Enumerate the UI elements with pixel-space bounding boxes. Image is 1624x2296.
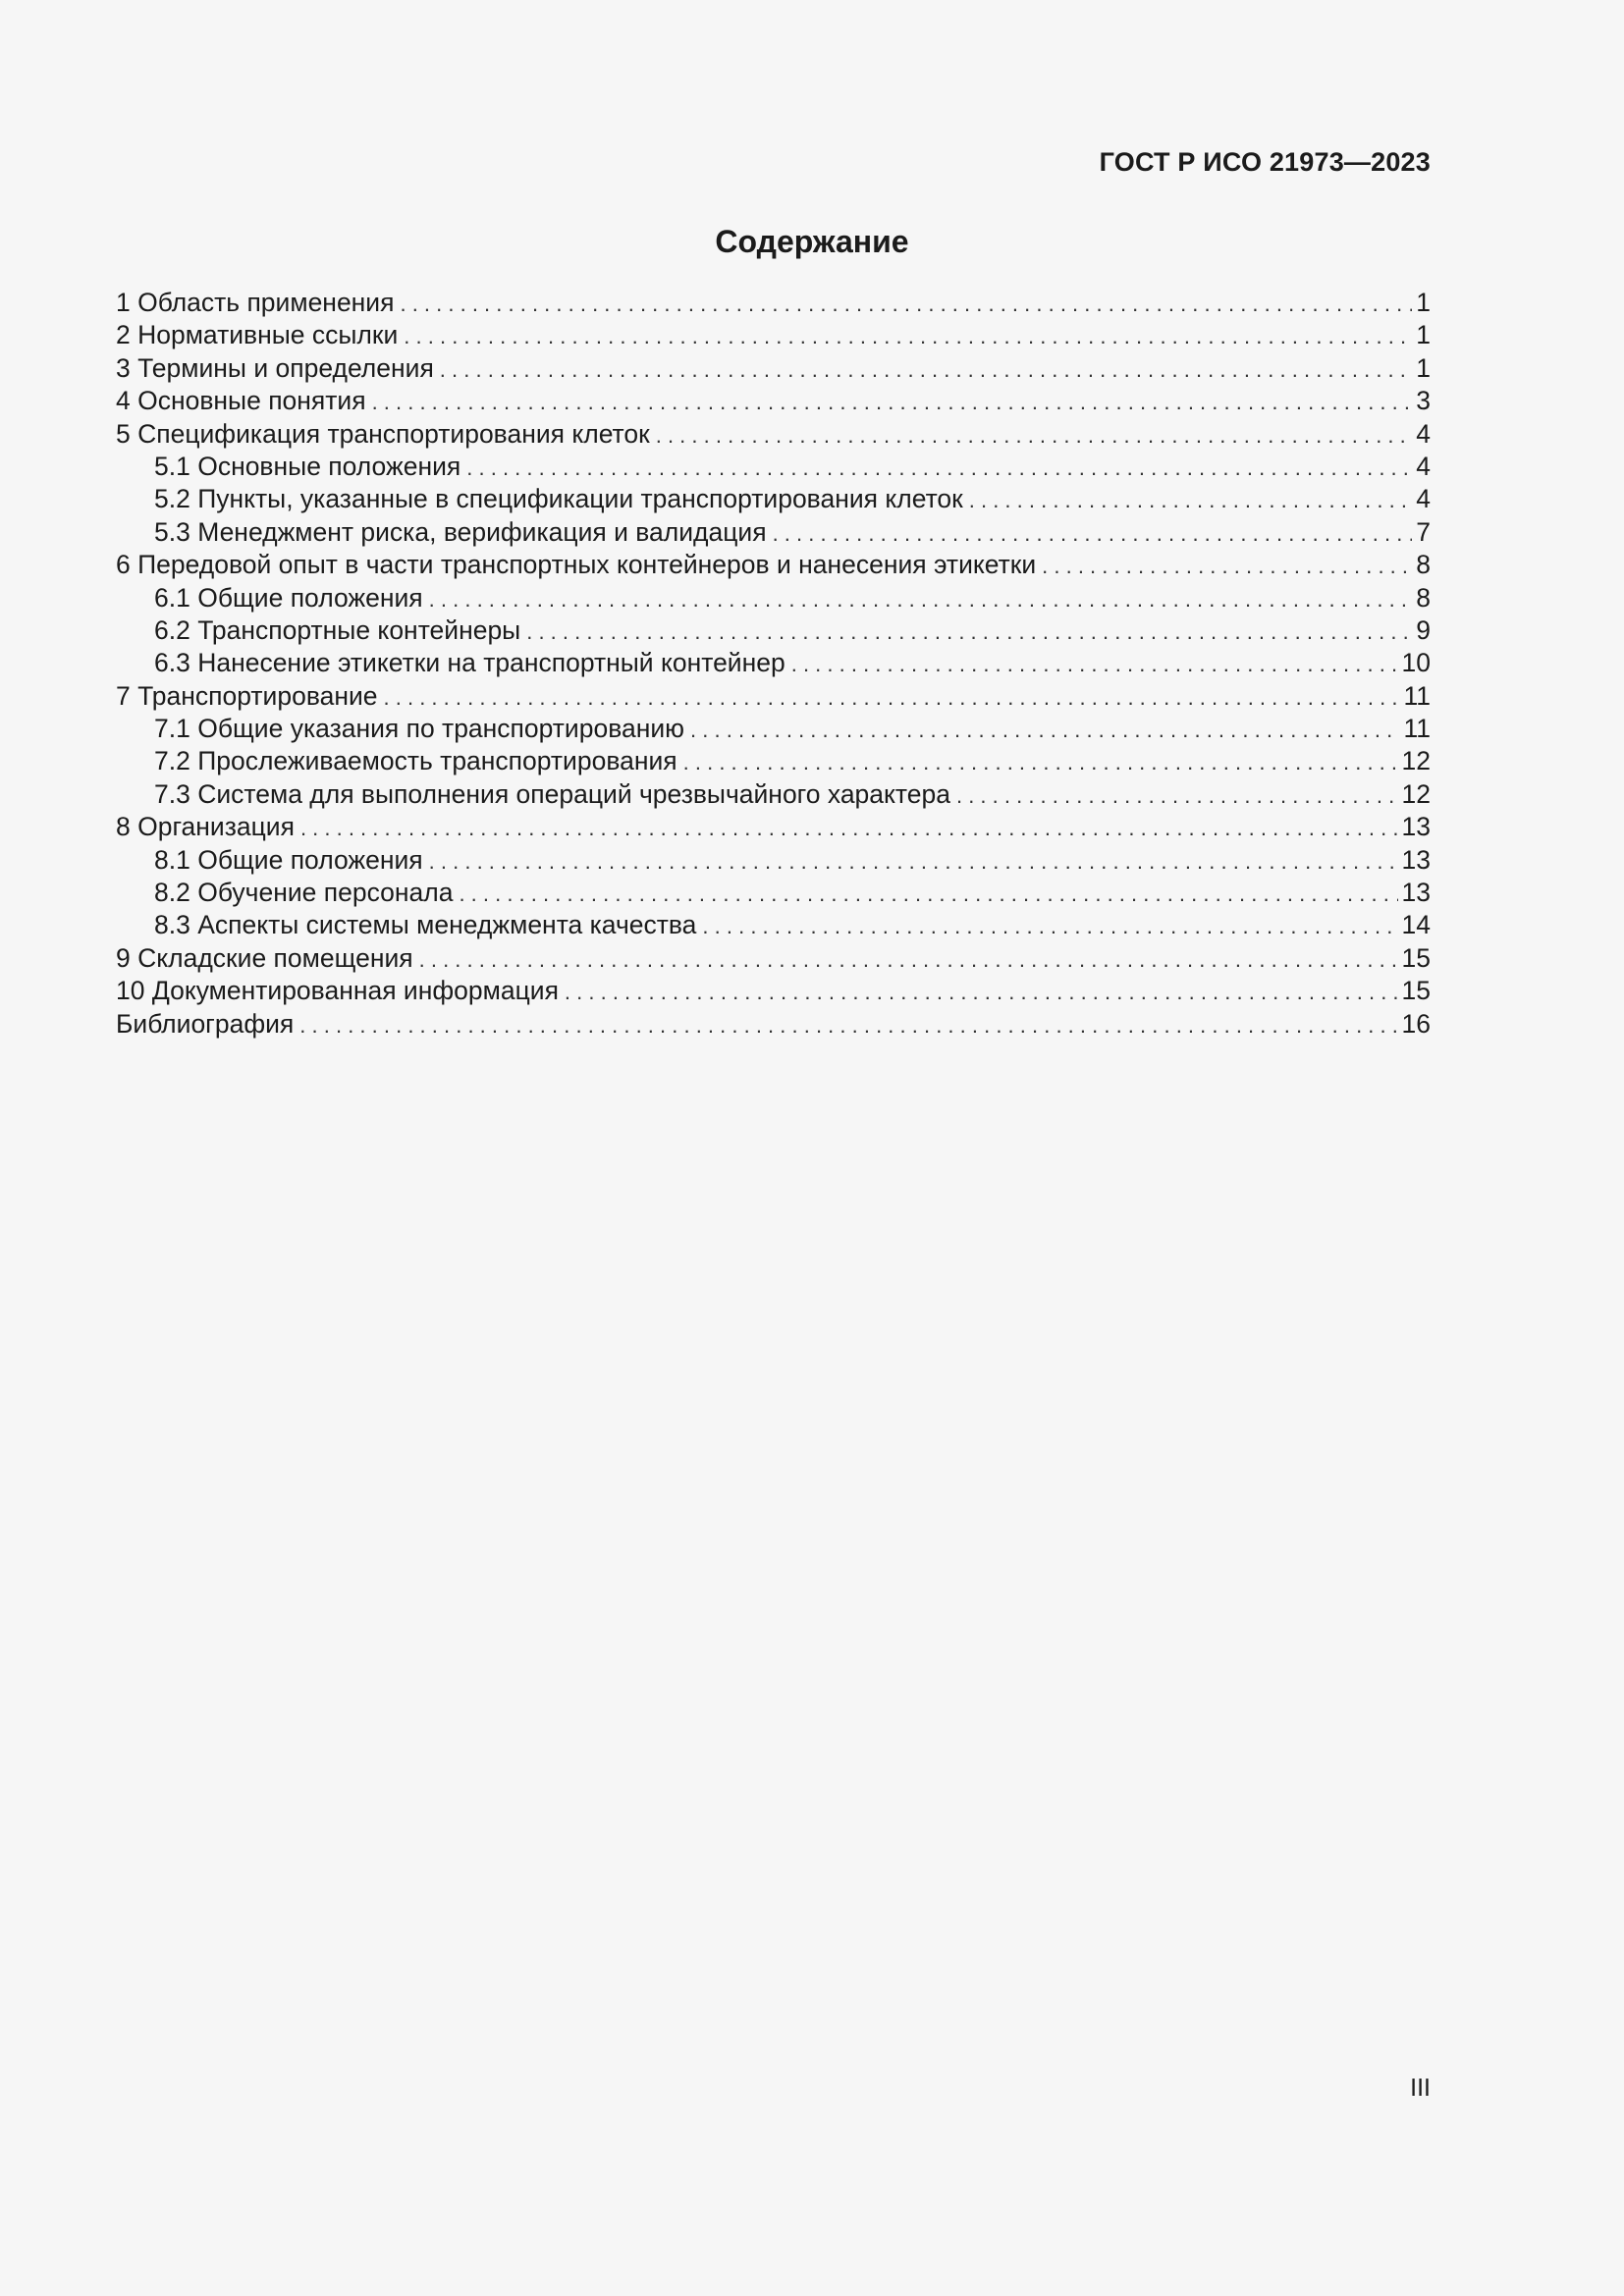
toc-dot-leader bbox=[773, 517, 1413, 549]
toc-entry-label: 8.3 Аспекты системы менеджмента качества bbox=[154, 910, 697, 940]
toc-entry-page: 3 bbox=[1416, 386, 1431, 416]
toc-dot-leader bbox=[384, 681, 1400, 713]
toc-entry-page: 15 bbox=[1401, 976, 1431, 1006]
toc-entry-label: 3 Термины и определения bbox=[116, 352, 434, 383]
toc-entry[interactable] bbox=[116, 877, 1431, 909]
toc-entry-page: 7 bbox=[1416, 516, 1431, 547]
toc-entry[interactable] bbox=[116, 745, 1431, 777]
toc-entry[interactable] bbox=[116, 352, 1431, 385]
toc-entry-label: 7.3 Система для выполнения операций чрезвычайного характера bbox=[154, 778, 950, 809]
toc-dot-leader bbox=[969, 484, 1413, 515]
toc-entry-label: 6 Передовой опыт в части транспортных контейнеров и нанесения этикетки bbox=[116, 550, 1037, 580]
toc-title: Содержание bbox=[715, 224, 909, 259]
toc-dot-leader bbox=[419, 943, 1398, 975]
toc-entry-label: 8.2 Обучение персонала bbox=[154, 878, 454, 908]
toc-entry[interactable] bbox=[116, 713, 1431, 745]
toc-entry[interactable] bbox=[116, 451, 1431, 483]
toc-dot-leader bbox=[299, 1009, 1397, 1041]
toc-dot-leader bbox=[526, 615, 1412, 647]
toc-dot-leader bbox=[466, 452, 1412, 483]
toc-entry-label: 1 Область применения bbox=[116, 288, 395, 317]
toc-entry-label: 2 Нормативные ссылки bbox=[116, 320, 399, 350]
toc-entry[interactable] bbox=[116, 778, 1431, 811]
toc-entry[interactable] bbox=[116, 844, 1431, 877]
toc-entry[interactable] bbox=[116, 680, 1431, 713]
toc-entry[interactable] bbox=[116, 975, 1431, 1007]
toc-entry[interactable] bbox=[116, 942, 1431, 975]
toc-dot-leader bbox=[956, 779, 1398, 811]
toc-entry-label: 5 Спецификация транспортирования клеток bbox=[116, 418, 650, 449]
toc-entry[interactable] bbox=[116, 319, 1431, 351]
toc-entry-page: 14 bbox=[1401, 910, 1431, 940]
toc-entry[interactable] bbox=[116, 516, 1431, 549]
toc-entry-label: 5.3 Менеджмент риска, верификация и валидация bbox=[154, 516, 767, 547]
toc-dot-leader bbox=[656, 419, 1413, 451]
toc-entry[interactable] bbox=[116, 647, 1431, 679]
toc-dot-leader bbox=[429, 845, 1398, 877]
toc-entry[interactable] bbox=[116, 418, 1431, 451]
toc-entry[interactable] bbox=[116, 549, 1431, 581]
toc-dot-leader bbox=[300, 812, 1398, 843]
toc-entry-label: 5.2 Пункты, указанные в спецификации транспортирования клеток bbox=[154, 484, 963, 514]
toc-dot-leader bbox=[690, 714, 1399, 745]
toc-entry-page: 13 bbox=[1401, 878, 1431, 908]
toc-entry-page: 9 bbox=[1416, 614, 1431, 645]
toc-entry[interactable] bbox=[116, 483, 1431, 515]
toc-dot-leader bbox=[372, 386, 1413, 417]
toc-entry-page: 12 bbox=[1401, 746, 1431, 776]
toc-entry-label: 9 Складские помещения bbox=[116, 942, 413, 973]
toc-entry-label: 7.2 Прослеживаемость транспортирования bbox=[154, 746, 677, 776]
toc-entry[interactable] bbox=[116, 385, 1431, 417]
toc-dot-leader bbox=[683, 746, 1398, 777]
toc-entry-page: 1 bbox=[1416, 288, 1431, 317]
toc-entry-page: 4 bbox=[1416, 484, 1431, 514]
toc-dot-leader bbox=[565, 976, 1398, 1007]
toc-entry-label: 4 Основные понятия bbox=[116, 386, 366, 416]
toc-entry-page: 16 bbox=[1401, 1008, 1431, 1039]
toc-entry-label: 8 Организация bbox=[116, 812, 295, 842]
toc-entry-page: 4 bbox=[1416, 418, 1431, 449]
toc-entry[interactable] bbox=[116, 287, 1431, 319]
toc-entry[interactable] bbox=[116, 909, 1431, 941]
toc-entry-label: 10 Документированная информация bbox=[116, 976, 559, 1006]
toc-entry[interactable] bbox=[116, 582, 1431, 614]
toc-dot-leader bbox=[702, 910, 1397, 941]
toc-dot-leader bbox=[791, 648, 1398, 679]
toc-entry-page: 10 bbox=[1401, 648, 1431, 678]
toc-entry-label: 8.1 Общие положения bbox=[154, 844, 423, 875]
toc-dot-leader bbox=[440, 353, 1412, 385]
toc-entry-label: Библиография bbox=[116, 1008, 295, 1039]
toc-entry-label: 7 Транспортирование bbox=[116, 680, 378, 711]
toc-dot-leader bbox=[1042, 550, 1412, 581]
toc-entry-page: 12 bbox=[1401, 778, 1431, 809]
toc-dot-leader bbox=[400, 288, 1412, 319]
toc-entry-label: 6.1 Общие положения bbox=[154, 582, 423, 613]
toc-entry-page: 13 bbox=[1401, 812, 1431, 842]
toc-entry-page: 8 bbox=[1416, 582, 1431, 613]
toc-entry-page: 8 bbox=[1416, 550, 1431, 580]
toc-entry-page: 1 bbox=[1416, 320, 1431, 350]
document-header: ГОСТ Р ИСО 21973—2023 bbox=[1099, 147, 1431, 177]
toc-entry-page: 4 bbox=[1416, 451, 1431, 481]
toc-entry[interactable] bbox=[116, 811, 1431, 843]
toc-entry-label: 6.2 Транспортные контейнеры bbox=[154, 614, 521, 645]
toc-entry-label: 5.1 Основные положения bbox=[154, 451, 461, 481]
toc-entry-page: 1 bbox=[1416, 352, 1431, 383]
toc-entry[interactable] bbox=[116, 1008, 1431, 1041]
page-number: III bbox=[1410, 2074, 1431, 2102]
toc-dot-leader bbox=[429, 583, 1413, 614]
toc-entry-page: 11 bbox=[1403, 680, 1431, 711]
toc-entry-page: 11 bbox=[1403, 714, 1431, 744]
toc-dot-leader bbox=[459, 878, 1397, 909]
table-of-contents bbox=[116, 287, 1431, 1041]
toc-entry-label: 7.1 Общие указания по транспортированию bbox=[154, 714, 685, 744]
toc-entry-page: 13 bbox=[1401, 844, 1431, 875]
toc-entry-label: 6.3 Нанесение этикетки на транспортный контейнер bbox=[154, 648, 785, 678]
toc-entry[interactable] bbox=[116, 614, 1431, 647]
toc-dot-leader bbox=[404, 320, 1412, 351]
toc-entry-page: 15 bbox=[1401, 942, 1431, 973]
